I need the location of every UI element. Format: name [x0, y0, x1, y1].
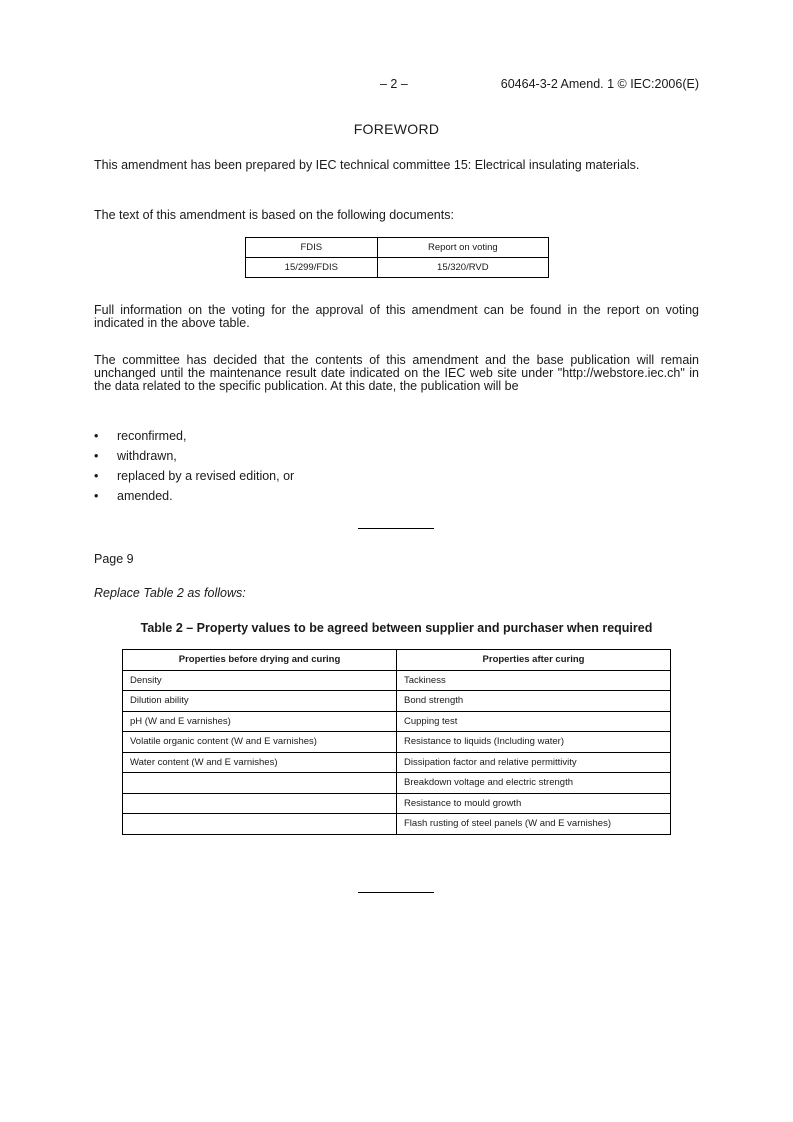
table-row [123, 773, 671, 794]
table-cell: Dilution ability [123, 691, 397, 712]
bullet-icon: • [94, 429, 99, 443]
page-reference: Page 9 [94, 552, 134, 566]
table-cell: Cupping test [397, 711, 671, 732]
end-divider [358, 892, 434, 893]
list-item [94, 489, 294, 509]
table-cell: Density [123, 670, 397, 691]
table-row [123, 732, 671, 753]
table-cell: Breakdown voltage and electric strength [397, 773, 671, 794]
based-on-paragraph: The text of this amendment is based on the following documents: [94, 208, 454, 222]
bullet-icon: • [94, 449, 99, 463]
table-cell: Bond strength [397, 691, 671, 712]
property-values-table [122, 649, 671, 835]
table-header-cell: Properties before drying and curing [123, 650, 397, 671]
table-row [123, 691, 671, 712]
table-cell: Resistance to liquids (Including water) [397, 732, 671, 753]
table-cell [123, 773, 397, 794]
list-item [94, 449, 294, 469]
table-cell: Flash rusting of steel panels (W and E varnishes) [397, 814, 671, 835]
table-title: Table 2 – Property values to be agreed between supplier and purchaser when required [140, 621, 653, 635]
table-cell: 15/299/FDIS [246, 258, 378, 278]
documents-table [245, 237, 549, 278]
table-row [123, 814, 671, 835]
page-number: – 2 – [380, 77, 408, 91]
table-cell: 15/320/RVD [377, 258, 548, 278]
table-row [123, 793, 671, 814]
table-row [123, 670, 671, 691]
committee-paragraph: The committee has decided that the contents of this amendment and the base publication will remain unchanged until the maintenance result date indicated on the IEC web site under "http://webstore.iec.ch" in the data related to the specific publication. At this date, the publication will be [94, 353, 699, 393]
section-divider [358, 528, 434, 529]
list-item-text: amended. [117, 489, 173, 503]
section-title: FOREWORD [353, 121, 440, 137]
table-cell: Resistance to mould growth [397, 793, 671, 814]
document-reference: 60464-3-2 Amend. 1 © IEC:2006(E) [500, 77, 699, 91]
table-header-cell: FDIS [246, 238, 378, 258]
table-row [246, 258, 549, 278]
table-cell: pH (W and E varnishes) [123, 711, 397, 732]
table-header-cell: Properties after curing [397, 650, 671, 671]
list-item-text: withdrawn, [117, 449, 177, 463]
list-item-text: replaced by a revised edition, or [117, 469, 295, 483]
publication-options-list [94, 429, 294, 509]
table-row [123, 711, 671, 732]
table-header-row [246, 238, 549, 258]
table-cell [123, 793, 397, 814]
bullet-icon: • [94, 469, 99, 483]
replace-instruction: Replace Table 2 as follows: [94, 586, 246, 600]
page-header [0, 77, 793, 93]
prepared-paragraph: This amendment has been prepared by IEC technical committee 15: Electrical insulating materials. [94, 158, 640, 172]
table-header-cell: Report on voting [377, 238, 548, 258]
voting-info-paragraph: Full information on the voting for the approval of this amendment can be found in the report on voting indicated in the above table. [94, 303, 699, 330]
table-row [123, 752, 671, 773]
table-header-row [123, 650, 671, 671]
bullet-icon: • [94, 489, 99, 503]
list-item-text: reconfirmed, [117, 429, 187, 443]
table-cell: Tackiness [397, 670, 671, 691]
list-item [94, 469, 294, 489]
list-item [94, 429, 294, 449]
table-cell: Dissipation factor and relative permittivity [397, 752, 671, 773]
table-cell: Water content (W and E varnishes) [123, 752, 397, 773]
table-cell [123, 814, 397, 835]
table-cell: Volatile organic content (W and E varnishes) [123, 732, 397, 753]
